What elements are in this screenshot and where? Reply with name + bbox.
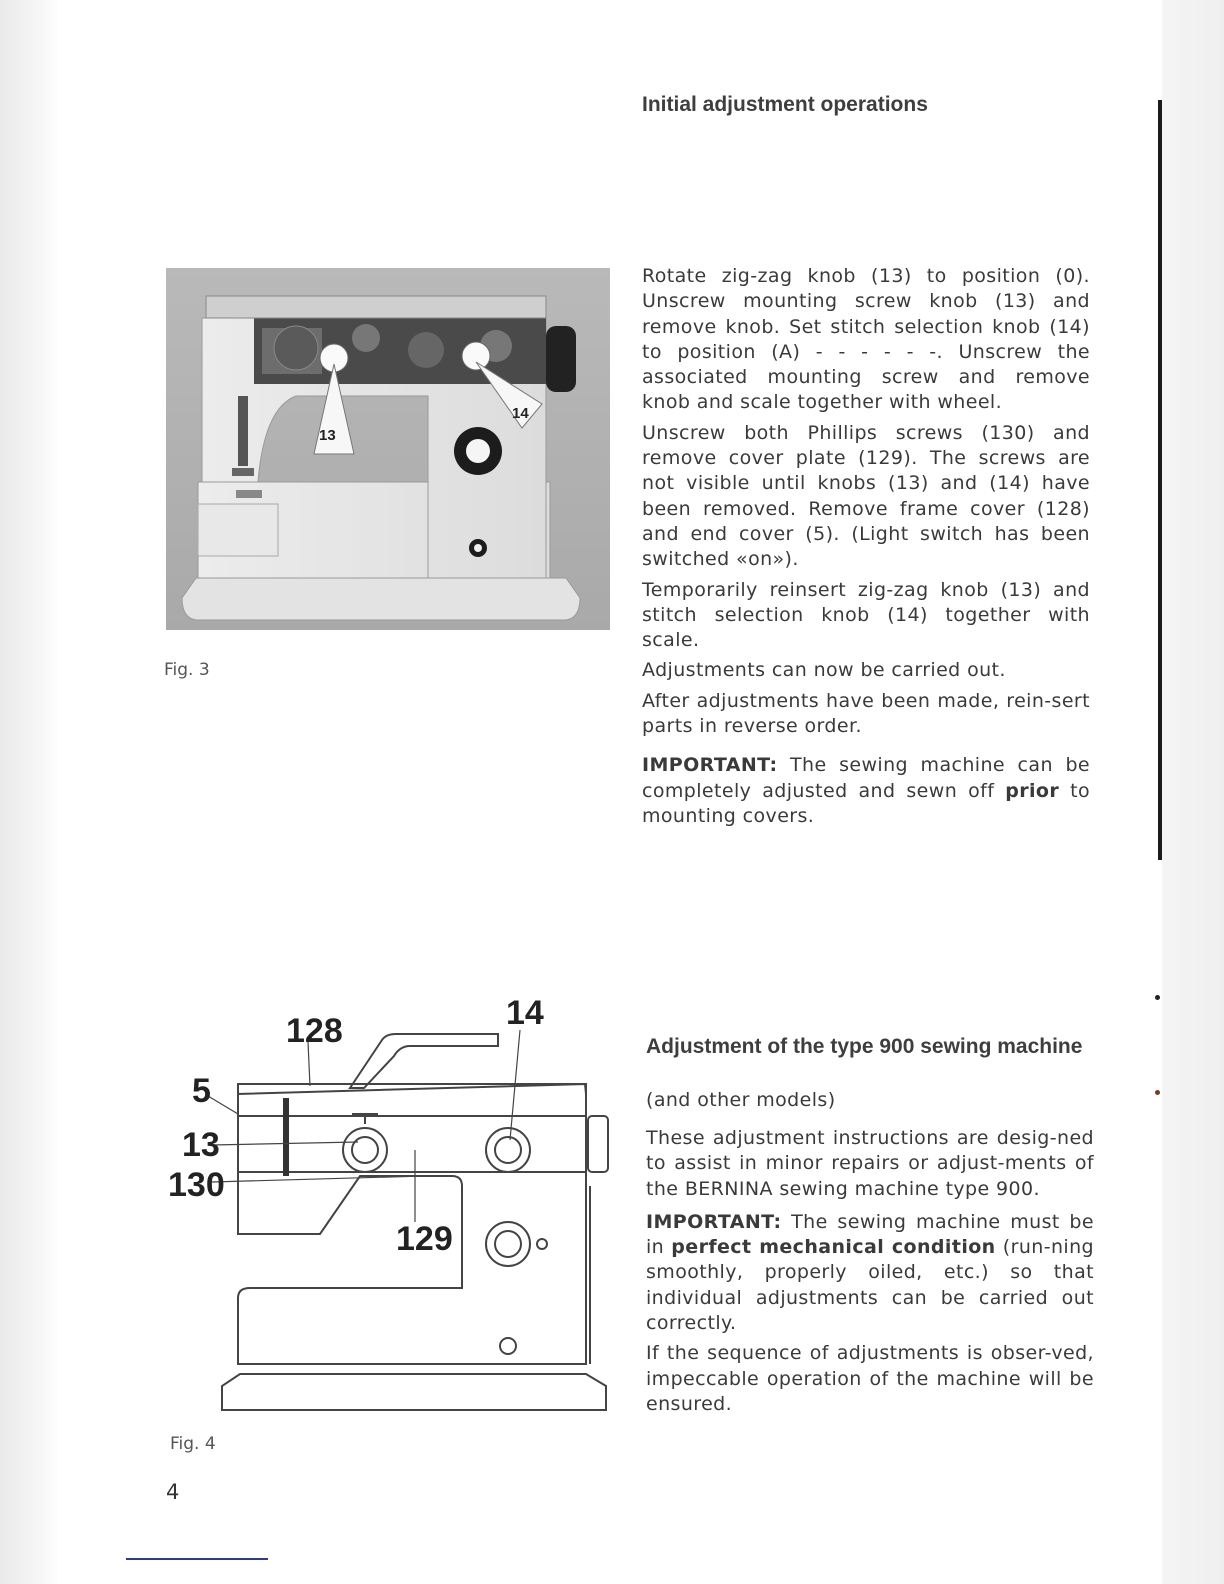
scan-binding-line (1158, 100, 1162, 860)
fig4-label-13: 13 (182, 1126, 220, 1164)
important-emphasis: prior (1005, 779, 1060, 802)
section2-text (646, 1126, 1094, 1422)
fig4-label-129: 129 (396, 1220, 453, 1258)
important-emphasis: perfect mechanical condition (671, 1236, 996, 1259)
paragraph: Temporarily reinsert zig-zag knob (13) and stitch selection knob (14) together with scale. (642, 578, 1090, 652)
important-label: IMPORTANT: (646, 1210, 782, 1233)
paragraph: After adjustments have been made, rein-sert parts in reverse order. (642, 689, 1090, 738)
paragraph: Rotate zig-zag knob (13) to position (0). Unscrew mounting screw knob (13) and remove knob. Set stitch selection knob (14) to position (A) - - - - - -. Unscrew the associated mounting screw and remove knob and scale together with wheel. (642, 265, 1090, 414)
important-text: The sewing machine must be in (646, 1210, 1094, 1259)
fig3-photo (166, 268, 610, 630)
important-text: The sewing machine can be completely adjusted and sewn off (642, 754, 1090, 802)
paragraph: These adjustment instructions are desig-ned to assist in minor repairs or adjust-ments of the BERNINA sewing machine type 900. (646, 1127, 1094, 1200)
page-number: 4 (166, 1480, 180, 1504)
paragraph: If the sequence of adjustments is obser-ved, impeccable operation of the machine will be ensured. (646, 1342, 1094, 1415)
fig4-label-128: 128 (286, 1012, 343, 1050)
important-text-end: (run-ning smoothly, properly oiled, etc.) so that individual adjustments can be carried out correctly. (646, 1236, 1094, 1335)
important-note (646, 1210, 1094, 1336)
fig3-label-14: 14 (512, 405, 529, 422)
page-title: Initial adjustment operations (642, 93, 928, 116)
sewing-machine-photo (166, 268, 610, 630)
page-rule (126, 1558, 268, 1560)
section2-title: Adjustment of the type 900 sewing machine (646, 1035, 1083, 1058)
fig4-diagram (160, 990, 620, 1420)
fig4-label-5: 5 (192, 1072, 211, 1110)
paragraph: Adjustments can now be carried out. (642, 659, 1006, 682)
section1-text (642, 264, 1090, 834)
important-text-end: to mounting covers. (642, 779, 1090, 827)
important-label: IMPORTANT: (642, 754, 778, 777)
section2-subtitle: (and other models) (646, 1089, 836, 1111)
scan-speck (1155, 995, 1160, 1000)
scan-edge-left (0, 0, 60, 1584)
fig4-label-14: 14 (506, 994, 544, 1032)
important-note (642, 753, 1090, 829)
fig4-label-130: 130 (168, 1166, 225, 1204)
fig3-caption: Fig. 3 (164, 660, 210, 680)
fig3-label-13: 13 (319, 427, 336, 444)
scan-speck (1155, 1090, 1160, 1095)
paragraph: Unscrew both Phillips screws (130) and remove cover plate (129). The screws are not visible until knobs (13) and (14) have been removed. Remove frame cover (128) and end cover (5). (Light switch has been switched «on»). (642, 421, 1090, 571)
scan-edge-right (1162, 0, 1224, 1584)
fig4-caption: Fig. 4 (170, 1434, 216, 1454)
